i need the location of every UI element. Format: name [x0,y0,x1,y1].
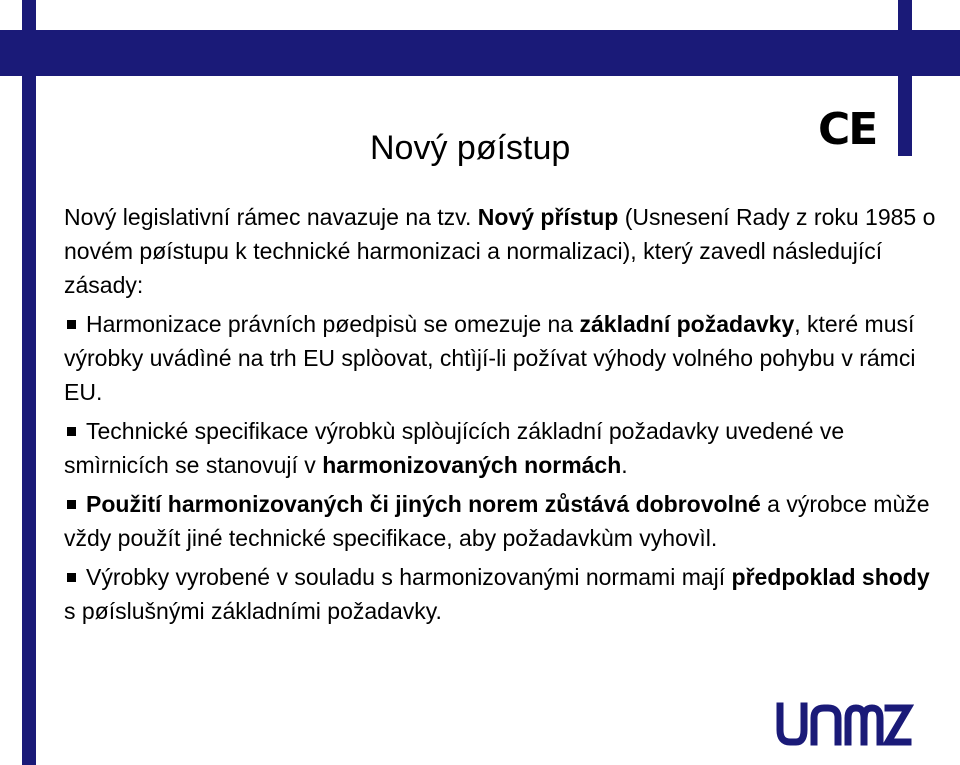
bullet-bold: harmonizovaných normách [322,452,622,478]
bullet-text-cont: , které musí výrobky uvádìné na trh EU splòovat, chtìjí-li požívat výhody volného pohybu v rámci EU. [64,311,916,405]
bullet-text-cont: . [621,452,628,478]
bullet-square-icon [67,500,76,509]
intro-bold: Nový přístup [477,204,619,230]
bullet-item [64,560,944,628]
bullet-square-icon [67,427,76,436]
unmz-logo [774,700,914,748]
bullet-bold: Použití harmonizovaných či jiných norem zůstává dobrovolné [86,491,761,517]
bullet-text-cont: a výrobce mùže vždy použít jiné technické specifikace, aby požadavkùm vyhovìl. [64,491,930,551]
bullet-item [64,307,944,409]
bullet-text: Harmonizace právních pøedpisù se omezuje na [86,311,580,337]
intro-text-cont: (Usnesení Rady z roku 1985 o novém pøístupu k technické harmonizaci a normalizaci), který zavedl následující zásady: [64,204,936,298]
bullet-item [64,487,944,555]
frame-left-bar [22,0,36,765]
bullet-bold: základní požadavky [579,311,795,337]
intro-paragraph [64,200,944,302]
bullet-bold: předpoklad shody [731,564,930,590]
intro-text: Nový legislativní rámec navazuje na tzv. [64,204,478,230]
bullet-text: Technické specifikace výrobkù splòujících základní požadavky uvedené ve smìrnicích se stanovují v [64,418,845,478]
ce-mark-logo: CE [818,104,877,155]
frame-top-strip [0,30,960,76]
slide-title: Nový pøístup [370,129,571,167]
frame-right-bar [898,0,912,156]
slide-content [64,200,944,633]
bullet-text: Výrobky vyrobené v souladu s harmonizovanými normami mají [86,564,732,590]
frame-top-white [0,0,960,30]
bullet-square-icon [67,573,76,582]
bullet-text-cont: s pøíslušnými základními požadavky. [64,598,442,624]
bullet-square-icon [67,320,76,329]
bullet-item [64,414,944,482]
